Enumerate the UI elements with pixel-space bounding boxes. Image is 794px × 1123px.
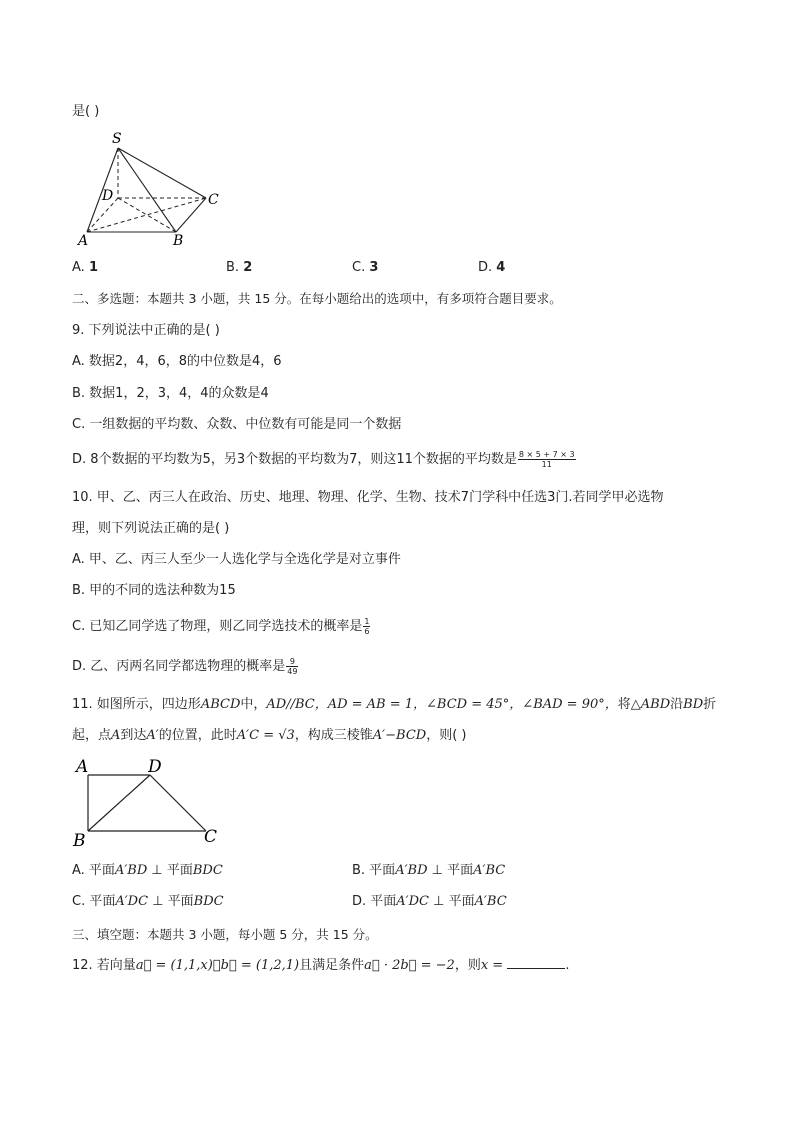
edge-dc: [150, 775, 206, 831]
label-a: A: [78, 233, 89, 249]
edge-sb: [118, 148, 176, 232]
q10-option-d: D. 乙、丙两名同学都选物理的概率是 $\frac{9}{49}$: [72, 657, 298, 676]
q11-option-d: D. 平面A′DC ⊥ 平面A′BC: [352, 894, 507, 909]
q12-stem: 12. 若向量a⃗ = (1,1,x)，b⃗ = (1,2,1)且满足条件a⃗ · 2b⃗ = −2，则x = .: [72, 958, 570, 973]
q8-option-d: D. 4: [478, 260, 506, 275]
edge-db: [118, 198, 176, 232]
edge-bc: [176, 198, 206, 232]
quadrilateral-figure: [70, 755, 230, 851]
q10-option-a: A. 甲、乙、丙三人至少一人选化学与全选化学是对立事件: [72, 552, 401, 567]
q10-c-fraction: $\frac{1}{6}$: [364, 617, 370, 636]
q9-stem: 9. 下列说法中正确的是( ): [72, 323, 220, 338]
q10-d-fraction: $\frac{9}{49}$: [287, 657, 298, 676]
label-s: S: [112, 131, 122, 147]
q11-option-b: B. 平面A′BD ⊥ 平面A′BC: [352, 863, 506, 878]
label-b: B: [173, 233, 184, 249]
label-a: A: [76, 757, 89, 777]
q8-option-a: A. 1: [72, 260, 98, 275]
q9-d-fraction: $\frac{8 \times 5 + 7 \times 3}{11}$: [518, 450, 575, 469]
section-3-header: 三、填空题：本题共 3 小题，每小题 5 分，共 15 分。: [72, 927, 378, 942]
q10-stem-line2: 理，则下列说法正确的是( ): [72, 521, 230, 536]
label-c: C: [204, 827, 218, 847]
q11-option-c: C. 平面A′DC ⊥ 平面BDC: [72, 894, 224, 909]
q11-option-a: A. 平面A′BD ⊥ 平面BDC: [72, 863, 223, 878]
q9-option-a: A. 数据2，4，6，8的中位数是4，6: [72, 354, 282, 369]
q8-stem-tail: 是( ): [72, 104, 100, 119]
edge-sc: [118, 148, 206, 198]
label-d: D: [102, 188, 114, 204]
q9-option-d: D. 8个数据的平均数为5，另3个数据的平均数为7，则这11个数据的平均数是 $\frac{8 \times 5 + 7 \times 3}{11}$: [72, 450, 575, 469]
q8-option-b: B. 2: [226, 260, 253, 275]
section-2-header: 二、多选题：本题共 3 小题，共 15 分。在每小题给出的选项中，有多项符合题目要求。: [72, 291, 562, 306]
q11-stem-line1: 11. 如图所示，四边形ABCD中，AD//BC，AD = AB = 1，∠BCD = 45°，∠BAD = 90°，将△ABD沿BD折: [72, 697, 717, 712]
q10-stem-line1: 10. 甲、乙、丙三人在政治、历史、地理、物理、化学、生物、技术7门学科中任选3门.若同学甲必选物: [72, 490, 664, 505]
q11-stem-line2: 起，点A到达A′的位置，此时A′C = √3，构成三棱锥A′−BCD，则( ): [72, 728, 467, 743]
q8-option-c: C. 3: [352, 260, 379, 275]
answer-blank[interactable]: [507, 956, 565, 969]
edge-bd: [88, 775, 150, 831]
q9-option-c: C. 一组数据的平均数、众数、中位数有可能是同一个数据: [72, 417, 402, 432]
label-d: D: [148, 757, 162, 777]
q9-option-b: B. 数据1，2，3，4，4的众数是4: [72, 386, 269, 401]
pyramid-figure: [72, 128, 232, 250]
q10-option-c: C. 已知乙同学选了物理，则乙同学选技术的概率是 $\frac{1}{6}$: [72, 617, 370, 636]
q10-option-b: B. 甲的不同的选法种数为15: [72, 583, 236, 598]
label-c: C: [208, 192, 219, 208]
label-b: B: [73, 831, 86, 851]
